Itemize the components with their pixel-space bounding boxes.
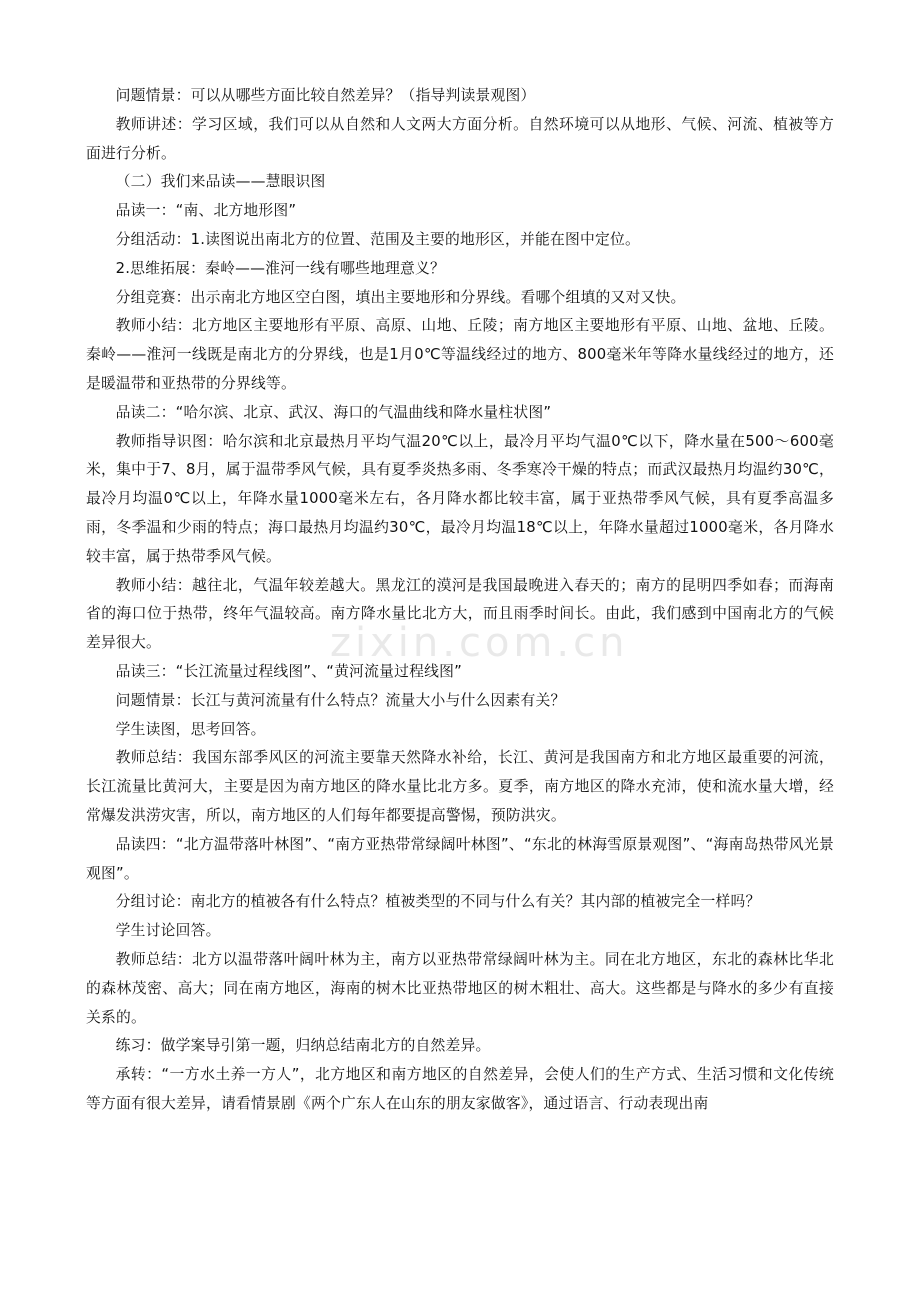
watermark: zixin.com.cn [330, 620, 629, 666]
paragraph-group-activity: 分组活动：1.读图说出南北方的位置、范围及主要的地形区，并能在图中定位。 [115, 230, 641, 248]
paragraph-student-reading: 学生读图，思考回答。 [115, 720, 266, 738]
paragraph-teacher-guide: 教师指导识图：哈尔滨和北京最热月平均气温20℃以上，最冷月平均气温0℃以下，降水量在500～600毫米，集中于7、8月，属于温带季风气候，具有夏季炎热多雨、冬季寒冷干燥的特点；而武汉最热月均温约30℃，最冷月均温0℃以上，年降水量1000毫米左右，各月降水都比较丰富，属于亚热带季风气候，具有夏季高温多雨，冬季温和少雨的特点；海口最热月均温约30℃，最冷月均温18℃以上，年降水量超过1000毫米，各月降水较丰富，属于热带季风气候。 [86, 432, 834, 565]
paragraph-teacher-conclusion-1: 教师总结：我国东部季风区的河流主要靠天然降水补给，长江、黄河是我国南方和北方地区最重要的河流，长江流量比黄河大，主要是因为南方地区的降水量比北方多。夏季，南方地区的降水充沛，使和流水量大增，经常爆发洪涝灾害，所以，南方地区的人们每年都要提高警惕，预防洪灾。 [86, 749, 834, 824]
paragraph-exercise: 练习：做学案导引第一题，归纳总结南北方的自然差异。 [115, 1037, 491, 1055]
paragraph-reading-1: 品读一：“南、北方地形图” [115, 202, 297, 220]
paragraph-question-scenario-2: 问题情景：长江与黄河流量有什么特点？流量大小与什么因素有关？ [115, 691, 566, 709]
paragraph-teacher-summary-2: 教师小结：越往北，气温年较差越大。黑龙江的漠河是我国最晚进入春天的；南方的昆明四季如春；而海南省的海口位于热带，终年气温较高。南方降水量比北方大，而且雨季时间长。由此，我们感到中国南北方的气候差异很大。 [86, 576, 834, 652]
paragraph-group-competition: 分组竞赛：出示南北方地区空白图，填出主要地形和分界线。看哪个组填的又对又快。 [115, 288, 686, 306]
paragraph-reading-2: 品读二：“哈尔滨、北京、武汉、海口的气温曲线和降水量柱状图” [115, 403, 552, 421]
document-page [86, 82, 834, 1119]
paragraph-student-discussion: 学生讨论回答。 [115, 922, 221, 940]
paragraph-reading-3: 品读三：“长江流量过程线图”、“黄河流量过程线图” [115, 662, 462, 680]
paragraph-thinking-extension: 2.思维拓展：秦岭——淮河一线有哪些地理意义？ [115, 259, 446, 277]
paragraph-teacher-narration: 教师讲述：学习区域，我们可以从自然和人文两大方面分析。自然环境可以从地形、气候、河流、植被等方面进行分析。 [86, 115, 834, 162]
paragraph-transition: 承转：“一方水土养一方人”，北方地区和南方地区的自然差异，会使人们的生产方式、生活习惯和文化传统等方面有很大差异，请看情景剧《两个广东人在山东的朋友家做客》，通过语言、行动表现出南 [86, 1066, 834, 1112]
paragraph-teacher-summary-1: 教师小结：北方地区主要地形有平原、高原、山地、丘陵；南方地区主要地形有平原、山地、盆地、丘陵。秦岭——淮河一线既是南北方的分界线，也是1月0℃等温线经过的地方、800毫米年等降水量线经过的地方，还是暖温带和亚热带的分界线等。 [86, 317, 834, 392]
section-heading-reading: （二）我们来品读——慧眼识图 [115, 173, 326, 191]
paragraph-question-scenario-1: 问题情景：可以从哪些方面比较自然差异？（指导判读景观图） [115, 87, 536, 104]
paragraph-reading-4: 品读四：“北方温带落叶林图”、“南方亚热带常绿阔叶林图”、“东北的林海雪原景观图”、“海南岛热带风光景观图”。 [86, 835, 834, 882]
document-body [86, 82, 834, 1119]
paragraph-group-discussion: 分组讨论：南北方的植被各有什么特点？植被类型的不同与什么有关？其内部的植被完全一样吗？ [115, 893, 761, 911]
paragraph-teacher-conclusion-2: 教师总结：北方以温带落叶阔叶林为主，南方以亚热带常绿阔叶林为主。同在北方地区，东北的森林比华北的森林茂密、高大；同在南方地区，海南的树木比亚热带地区的树木粗壮、高大。这些都是与降水的多少有直接关系的。 [86, 950, 834, 1026]
